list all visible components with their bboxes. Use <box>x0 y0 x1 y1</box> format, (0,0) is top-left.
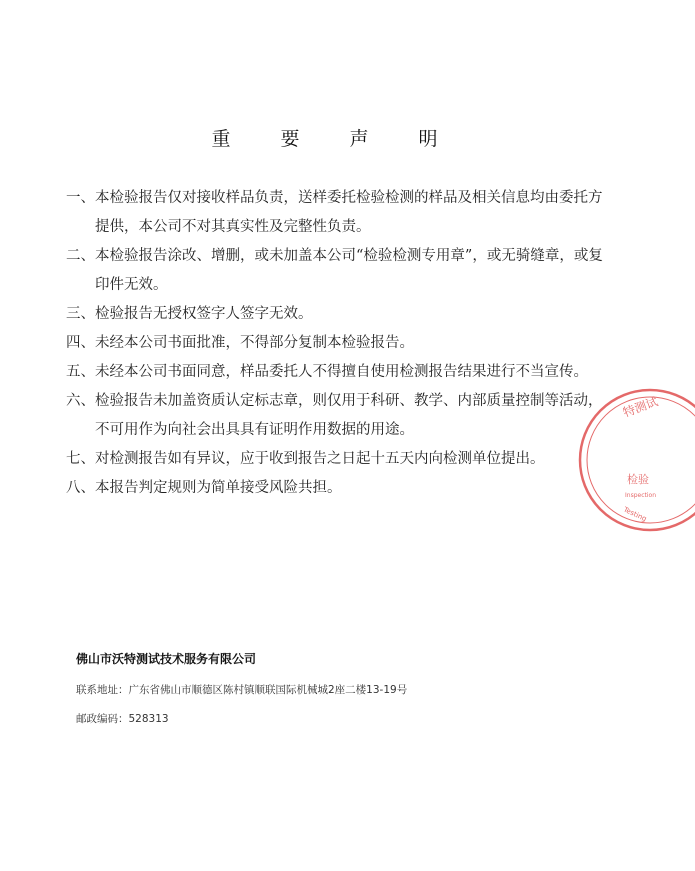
seal-sub-text: Testing <box>622 505 648 524</box>
seal-center-text: 检验 <box>627 473 649 486</box>
company-name: 佛山市沃特测试技术服务有限公司 <box>76 652 257 666</box>
statement-number: 七、 <box>66 451 95 467</box>
statement-item <box>66 184 612 242</box>
seal-inner-ring <box>587 397 695 523</box>
statement-text: 本检验报告涂改、增删，或未加盖本公司“检验检测专用章”，或无骑缝章，或复印件无效。 <box>95 248 603 293</box>
seal-ring-text: 特测试 <box>621 394 660 420</box>
company-address: 联系地址：广东省佛山市顺德区陈村镇顺联国际机械城2座二楼13-19号 <box>76 684 408 696</box>
statement-text: 检验报告无授权签字人签字无效。 <box>95 306 313 322</box>
statement-item <box>66 474 612 503</box>
seal-icon <box>575 385 695 535</box>
statement-item <box>66 445 612 474</box>
statement-text: 检验报告未加盖资质认定标志章，则仅用于科研、教学、内部质量控制等活动，不可用作为向社会出具具有证明作用数据的用途。 <box>95 393 603 438</box>
company-postcode: 邮政编码：528313 <box>76 713 169 725</box>
seal-sub-text: Inspection <box>625 492 656 499</box>
statement-list <box>66 184 612 503</box>
statement-number: 五、 <box>66 364 95 380</box>
statement-number: 四、 <box>66 335 95 351</box>
statement-text: 对检测报告如有异议，应于收到报告之日起十五天内向检测单位提出。 <box>95 451 545 467</box>
page-title: 重 要 声 明 <box>211 128 460 150</box>
statement-number: 一、 <box>66 190 95 206</box>
statement-item <box>66 242 612 300</box>
company-seal-stamp <box>575 385 695 535</box>
statement-item <box>66 358 612 387</box>
statement-item <box>66 329 612 358</box>
statement-item <box>66 300 612 329</box>
statement-item <box>66 387 612 445</box>
statement-number: 六、 <box>66 393 95 409</box>
statement-text: 本报告判定规则为简单接受风险共担。 <box>95 480 342 496</box>
statement-number: 二、 <box>66 248 95 264</box>
statement-text: 未经本公司书面同意，样品委托人不得擅自使用检测报告结果进行不当宣传。 <box>95 364 588 380</box>
statement-number: 三、 <box>66 306 95 322</box>
statement-text: 未经本公司书面批准，不得部分复制本检验报告。 <box>95 335 414 351</box>
statement-text: 本检验报告仅对接收样品负责，送样委托检验检测的样品及相关信息均由委托方提供，本公司不对其真实性及完整性负责。 <box>95 190 603 235</box>
statement-number: 八、 <box>66 480 95 496</box>
